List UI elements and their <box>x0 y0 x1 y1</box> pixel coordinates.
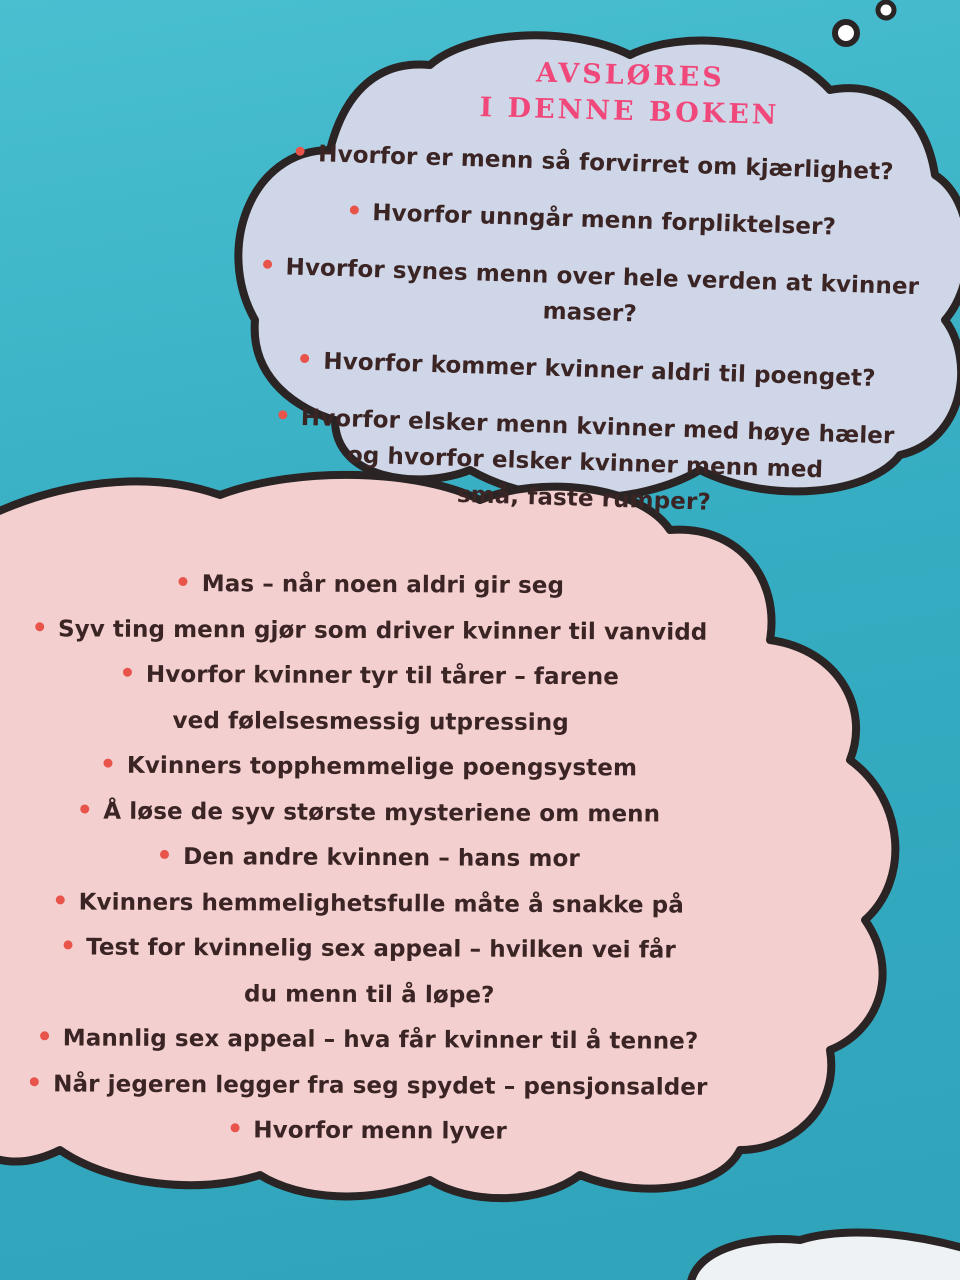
list-item <box>10 834 730 883</box>
heading-line-2: I DENNE BOKEN <box>479 92 780 131</box>
item-text: Hvorfor synes menn over hele verden at kvinner maser? <box>285 254 920 328</box>
item-text: Hvorfor unngår menn forpliktelser? <box>371 200 837 241</box>
item-text: Hvorfor elsker menn kvinner med høye hæler <box>300 404 895 450</box>
list-item <box>9 1016 729 1065</box>
item-text: Mas – når noen aldri gir seg <box>201 571 565 600</box>
thought-circle-tiny <box>878 2 894 18</box>
bullet-icon <box>40 1031 49 1040</box>
item-text: Kvinners hemmelighetsfulle måte å snakke på <box>78 888 684 919</box>
top-question-list <box>228 134 950 549</box>
item-text-continued: du menn til å løpe? <box>243 980 495 1009</box>
bullet-icon <box>30 1077 39 1086</box>
bullet-icon <box>160 850 169 859</box>
bullet-icon <box>63 940 72 949</box>
list-item <box>11 607 731 656</box>
item-text-continued: små, faste rumper? <box>456 481 712 516</box>
bullet-icon <box>179 577 188 586</box>
item-text: Hvorfor kvinner tyr til tårer – farene <box>145 661 620 691</box>
bullet-icon <box>263 260 272 269</box>
bottom-topic-list <box>8 561 731 1156</box>
list-item <box>9 925 729 1020</box>
item-text: Hvorfor kommer kvinner aldri til poenget? <box>322 348 876 392</box>
bullet-icon <box>295 147 304 156</box>
list-item <box>237 191 948 249</box>
item-text-continued: og hvorfor elsker kvinner menn med <box>346 442 824 484</box>
item-text: Test for kvinnelig sex appeal – hvilken vei får <box>86 934 676 964</box>
list-item <box>10 880 730 929</box>
cover-heading <box>359 51 901 137</box>
item-text: Hvorfor menn lyver <box>253 1117 507 1145</box>
list-item <box>11 561 731 610</box>
heading-line-1: AVSLØRES <box>535 57 726 94</box>
item-text: Kvinners topphemmelige poengsystem <box>126 752 638 782</box>
bullet-icon <box>349 205 358 214</box>
bullet-icon <box>56 895 65 904</box>
list-item <box>10 743 730 792</box>
item-text: Syv ting menn gjør som driver kvinner til vanvidd <box>57 615 708 646</box>
bullet-icon <box>104 759 113 768</box>
list-item <box>233 341 944 399</box>
list-item <box>8 1107 728 1156</box>
bullet-icon <box>123 668 132 677</box>
list-item <box>10 789 730 838</box>
bullet-icon <box>230 1123 239 1132</box>
list-item <box>228 398 941 528</box>
item-text: Å løse de syv største mysteriene om menn <box>103 798 661 828</box>
item-text: Mannlig sex appeal – hva får kvinner til å tenne? <box>62 1025 699 1055</box>
bullet-icon <box>80 804 89 813</box>
bullet-icon <box>278 410 287 419</box>
bullet-icon <box>300 354 309 363</box>
item-text: Når jegeren legger fra seg spydet – pensjonsalder <box>53 1070 708 1101</box>
item-text-continued: ved følelsesmessig utpressing <box>172 707 569 736</box>
list-item <box>9 1062 729 1111</box>
list-item <box>234 248 946 342</box>
item-text: Den andre kvinnen – hans mor <box>183 844 580 873</box>
item-text: Hvorfor er menn så forvirret om kjærlighet? <box>317 141 894 186</box>
bullet-icon <box>35 622 44 631</box>
list-item <box>11 652 731 747</box>
partial-cloud-bubble <box>690 1233 960 1280</box>
thought-circle-small <box>835 22 857 44</box>
